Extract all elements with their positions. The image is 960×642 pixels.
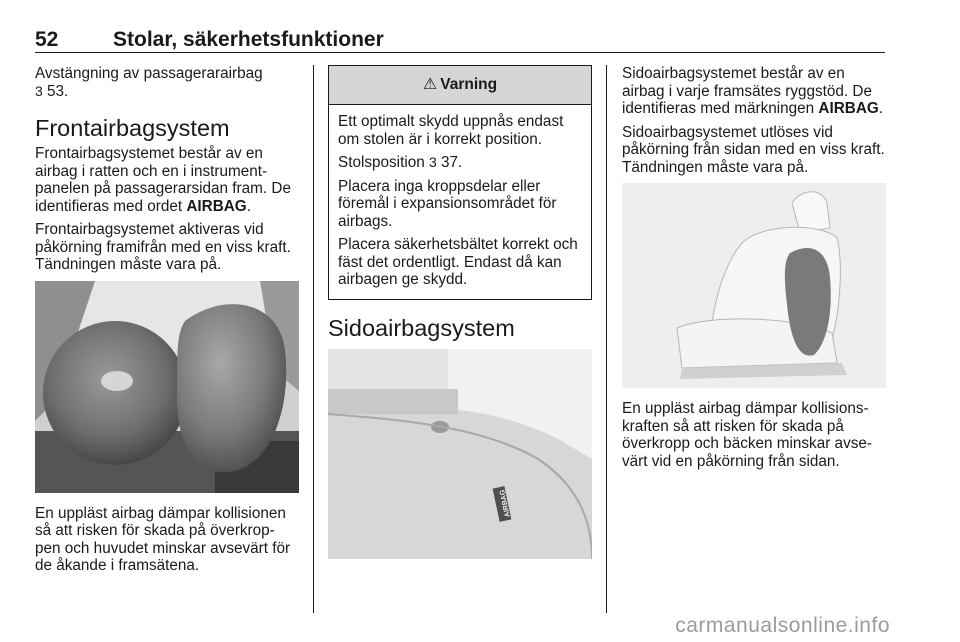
page-ref-link[interactable]: 37.	[441, 154, 463, 171]
column-2	[328, 65, 592, 571]
column-divider-1	[313, 65, 314, 613]
page-title: Stolar, säkerhetsfunktioner	[113, 28, 384, 51]
warning-header	[329, 66, 591, 105]
warning-title: Varning	[440, 76, 498, 94]
page-header	[35, 28, 885, 53]
intro-text: Avstängning av passagerarairbag 3 53.	[35, 65, 263, 100]
side-airbag-caption: En uppläst airbag dämpar kollisions-kraften så att risken för skada på överkropp och bäcken minskar avse-värt vid en påkörning från sidan.	[622, 400, 872, 470]
warning-text-2: Stolsposition 3 37.	[338, 154, 463, 171]
column-divider-2	[606, 65, 607, 613]
section-title-sidoairbag: Sidoairbagsystem	[328, 314, 515, 341]
airbag-label-text: AIRBAG	[499, 488, 512, 518]
frontairbag-paragraph-2: Frontairbagsystemet aktiveras vid påkörning framifrån med en viss kraft. Tändningen måste vara på.	[35, 221, 291, 273]
page-ref-link[interactable]: 53.	[47, 82, 69, 100]
column-1	[35, 65, 299, 581]
watermark: carmanualsonline.info	[675, 614, 890, 637]
page-ref-icon: 3	[35, 82, 43, 99]
airbag-keyword: AIRBAG	[818, 100, 879, 117]
column-3	[622, 65, 886, 476]
front-airbag-illustration	[35, 281, 299, 493]
page-ref-icon: 3	[428, 154, 437, 170]
sidoairbag-paragraph-1: Sidoairbagsystemet består av en airbag i varje framsätes ryggstöd. De identifieras med märkningen AIRBAG.	[622, 65, 884, 117]
page-number: 52	[35, 28, 59, 51]
warning-box	[328, 65, 592, 300]
airbag-keyword: AIRBAG	[186, 197, 247, 215]
seat-label-illustration	[328, 349, 592, 559]
front-airbag-caption: En uppläst airbag dämpar kollisionen så att risken för skada på överkrop-pen och huvudet minskar avsevärt för de åkande i framsätena.	[35, 504, 291, 574]
frontairbag-paragraph-1: Frontairbagsystemet består av en airbag i ratten och en i instrument-panelen på passagerarsidan fram. De identifieras med ordet AIRBAG.	[35, 145, 291, 215]
warning-body	[329, 105, 591, 299]
side-airbag-illustration	[622, 183, 886, 388]
warning-text-3: Placera inga kroppsdelar eller föremål i expansionsområdet för airbags.	[338, 177, 557, 230]
warning-text-4: Placera säkerhetsbältet korrekt och fäst det ordentligt. Endast då kan airbagen ge skydd.	[338, 236, 578, 288]
sidoairbag-paragraph-2: Sidoairbagsystemet utlöses vid påkörning från sidan med en viss kraft. Tändningen måste vara på.	[622, 123, 885, 176]
warning-triangle-icon: ⚠	[422, 76, 438, 94]
warning-text-1: Ett optimalt skydd uppnås endast om stolen är i korrekt position.	[338, 113, 564, 148]
driver-airbag	[43, 321, 187, 465]
section-title-frontairbag: Frontairbagsystem	[35, 115, 230, 141]
